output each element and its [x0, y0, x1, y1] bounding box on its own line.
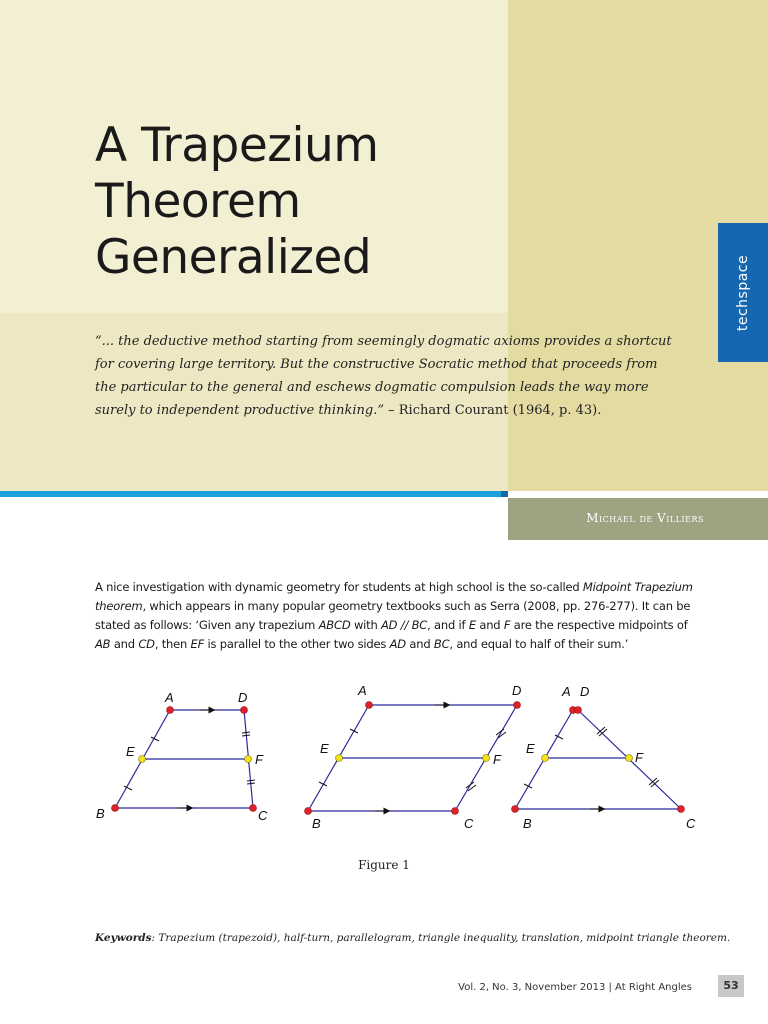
midpoint-e — [542, 755, 549, 762]
quote-text: “... the deductive method starting from seemingly dogmatic axioms provides a shortcut for covering large territory. But the constructive Socratic method that proceeds from the particular to the general and eschews dogmatic compulsion leads the way more surely to independent productive thinking.” — [95, 334, 672, 418]
page-number: 53 — [718, 975, 744, 997]
body-emphasis: AB — [95, 637, 111, 651]
body-emphasis: EF — [190, 637, 205, 651]
keywords-label: Keywords — [95, 932, 152, 944]
label-a: A — [358, 683, 367, 698]
body-emphasis: ABCD — [318, 618, 351, 632]
midpoint-f — [626, 755, 633, 762]
label-b: B — [312, 816, 321, 831]
trapezium-diagram-3 — [512, 684, 697, 831]
vertex-a — [167, 707, 174, 714]
body-emphasis: Midpoint Trapezium theorem — [95, 580, 693, 613]
title-line: A Trapezium — [95, 118, 379, 173]
figure-caption: Figure 1 — [358, 858, 410, 872]
body-text-run: A nice investigation with dynamic geometry for students at high school is the so-called — [95, 580, 583, 594]
body-text-run: with — [350, 618, 381, 632]
label-a: A — [562, 684, 571, 699]
vertex-b — [112, 805, 119, 812]
body-text-run: is parallel to the other two sides — [204, 637, 390, 651]
vertex-d — [575, 707, 582, 714]
vertex-c — [678, 806, 685, 813]
body-text-run: , and if — [427, 618, 469, 632]
label-c: C — [686, 816, 696, 831]
midpoint-e — [139, 756, 146, 763]
label-c: C — [464, 816, 474, 831]
body-emphasis: F — [503, 618, 511, 632]
quote-attribution: – Richard Courant (1964, p. 43). — [383, 403, 602, 418]
midpoint-e — [336, 755, 343, 762]
author-name: Michael de Villiers — [586, 511, 704, 525]
body-text-run: and — [405, 637, 434, 651]
vertex-c — [250, 805, 257, 812]
label-e: E — [526, 741, 535, 756]
body-text-run: are the respective midpoints of — [510, 618, 688, 632]
section-tab — [718, 223, 768, 362]
figure-1 — [90, 680, 710, 840]
article-title — [95, 118, 379, 286]
page-footer: Vol. 2, No. 3, November 2013 | At Right Angles — [458, 982, 692, 993]
vertex-a — [366, 702, 373, 709]
body-emphasis: CD — [138, 637, 155, 651]
vertex-d — [241, 707, 248, 714]
body-text-run: and — [110, 637, 139, 651]
header-divider-bar — [0, 491, 504, 497]
section-tab-label: techspace — [735, 254, 751, 331]
label-d: D — [580, 684, 590, 699]
vertex-b — [512, 806, 519, 813]
body-text-run: , which appears in many popular geometry textbooks such as Serra (2008, pp. 276-277). It can be stated as follows: ‘Given any trapezium — [95, 599, 691, 632]
label-e: E — [126, 744, 135, 759]
label-d: D — [512, 683, 522, 698]
title-line: Generalized — [95, 230, 372, 285]
keywords-text: : Trapezium (trapezoid), half-turn, parallelogram, triangle inequality, translation, midpoint triangle theorem. — [151, 932, 731, 944]
midpoint-f — [245, 756, 252, 763]
epigraph-quote — [95, 330, 675, 422]
vertex-d — [514, 702, 521, 709]
body-emphasis: E — [468, 618, 476, 632]
midpoint-f — [483, 755, 490, 762]
label-c: C — [258, 808, 268, 823]
label-e: E — [320, 741, 329, 756]
body-emphasis: AD // BC — [381, 618, 428, 632]
trapezium-diagrams — [90, 680, 710, 840]
label-f: F — [255, 752, 263, 767]
label-f: F — [635, 750, 643, 765]
label-a: A — [165, 690, 174, 705]
vertex-c — [452, 808, 459, 815]
trapezium-diagram-2 — [305, 683, 522, 831]
label-b: B — [96, 806, 105, 821]
label-d: D — [238, 690, 248, 705]
header-divider-accent — [501, 491, 508, 497]
title-line: Theorem — [95, 174, 301, 229]
body-text-run: and — [475, 618, 504, 632]
body-text-run: , and equal to half of their sum.’ — [449, 637, 629, 651]
label-f: F — [493, 752, 501, 767]
trapezium-diagram-1 — [96, 690, 268, 823]
body-emphasis: AD — [389, 637, 406, 651]
author-banner — [508, 498, 768, 540]
keywords-line — [95, 932, 731, 944]
body-emphasis: BC — [433, 637, 450, 651]
label-b: B — [523, 816, 532, 831]
vertex-b — [305, 808, 312, 815]
body-text-run: , then — [154, 637, 191, 651]
body-paragraph — [95, 578, 700, 654]
